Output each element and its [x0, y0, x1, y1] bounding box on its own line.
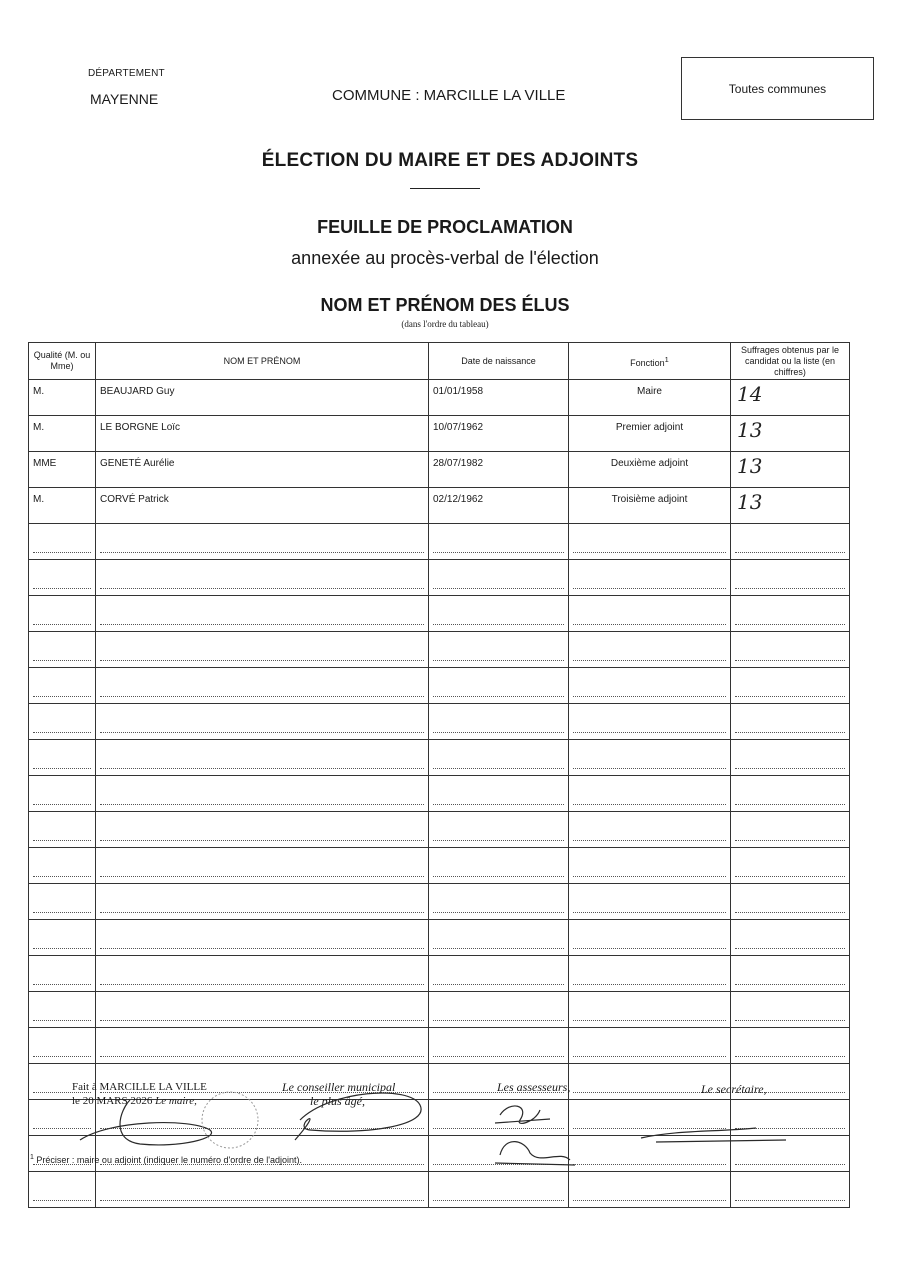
- empty-cell: [569, 812, 731, 848]
- empty-row: [29, 884, 850, 920]
- cell-fonction: Maire: [569, 380, 731, 416]
- assessors-label: Les assesseurs,: [497, 1080, 571, 1094]
- empty-cell: [731, 992, 850, 1028]
- empty-cell: [29, 560, 96, 596]
- department-label: DÉPARTEMENT: [88, 68, 165, 79]
- empty-cell: [29, 956, 96, 992]
- empty-cell: [29, 776, 96, 812]
- empty-cell: [731, 524, 850, 560]
- empty-cell: [429, 524, 569, 560]
- cell-qualite: M.: [29, 416, 96, 452]
- empty-row: [29, 668, 850, 704]
- empty-cell: [29, 668, 96, 704]
- councillor-label-line2: le plus âgé,: [310, 1094, 365, 1108]
- cell-date: 28/07/1982: [429, 452, 569, 488]
- empty-cell: [429, 1028, 569, 1064]
- empty-cell: [29, 704, 96, 740]
- cell-nom: BEAUJARD Guy: [96, 380, 429, 416]
- empty-cell: [731, 560, 850, 596]
- empty-cell: [429, 668, 569, 704]
- empty-row: [29, 740, 850, 776]
- empty-cell: [731, 1028, 850, 1064]
- empty-cell: [96, 740, 429, 776]
- cell-qualite: M.: [29, 488, 96, 524]
- empty-cell: [29, 884, 96, 920]
- handwritten-votes: 13: [737, 454, 763, 478]
- mayor-label: Le maire,: [155, 1095, 197, 1107]
- cell-suffrages: [731, 380, 850, 416]
- cell-qualite: M.: [29, 380, 96, 416]
- annex-subtitle: annexée au procès-verbal de l'élection: [291, 248, 599, 268]
- empty-cell: [731, 740, 850, 776]
- empty-cell: [731, 632, 850, 668]
- footnote-ref: 1: [664, 354, 669, 364]
- secretary-signature-stroke: [641, 1128, 786, 1142]
- cell-suffrages: [731, 452, 850, 488]
- empty-cell: [29, 848, 96, 884]
- empty-cell: [29, 632, 96, 668]
- empty-cell: [429, 992, 569, 1028]
- header-suffrages: Suffrages obtenus par le candidat ou la liste (en chiffres): [731, 343, 850, 380]
- empty-cell: [29, 812, 96, 848]
- empty-cell: [96, 596, 429, 632]
- empty-cell: [96, 1172, 429, 1208]
- mayor-councillor-signatures: [70, 1080, 450, 1160]
- empty-cell: [569, 776, 731, 812]
- empty-cell: [429, 1172, 569, 1208]
- empty-cell: [96, 1028, 429, 1064]
- empty-cell: [29, 1172, 96, 1208]
- sheet-title: FEUILLE DE PROCLAMATION: [317, 217, 573, 237]
- cell-fonction: Troisième adjoint: [569, 488, 731, 524]
- empty-cell: [569, 848, 731, 884]
- empty-cell: [429, 776, 569, 812]
- assessors-signatures: [490, 1095, 580, 1175]
- assessor-signature-2: [495, 1142, 575, 1165]
- empty-cell: [96, 704, 429, 740]
- secretary-label: Le secrétaire,: [701, 1082, 767, 1096]
- assessor-signature-1: [495, 1106, 550, 1123]
- elected-table: [28, 342, 850, 1208]
- empty-cell: [96, 812, 429, 848]
- empty-cell: [569, 1172, 731, 1208]
- elected-names-title: NOM ET PRÉNOM DES ÉLUS: [320, 295, 570, 315]
- empty-cell: [731, 956, 850, 992]
- empty-cell: [96, 848, 429, 884]
- empty-cell: [96, 560, 429, 596]
- empty-row: [29, 812, 850, 848]
- empty-cell: [96, 956, 429, 992]
- mayor-signature-stroke: [80, 1100, 212, 1145]
- empty-cell: [569, 992, 731, 1028]
- header-nom: NOM ET PRÉNOM: [96, 343, 429, 380]
- empty-row: [29, 704, 850, 740]
- empty-cell: [429, 812, 569, 848]
- empty-cell: [569, 740, 731, 776]
- empty-cell: [731, 776, 850, 812]
- empty-cell: [429, 884, 569, 920]
- handwritten-votes: 13: [737, 490, 763, 514]
- empty-cell: [569, 704, 731, 740]
- handwritten-votes: 14: [737, 382, 763, 406]
- empty-cell: [96, 524, 429, 560]
- footnote: [30, 1154, 302, 1165]
- cell-suffrages: [731, 488, 850, 524]
- cell-date: 02/12/1962: [429, 488, 569, 524]
- councillor-signature-stroke: [295, 1093, 421, 1140]
- empty-cell: [96, 884, 429, 920]
- table-row: [29, 380, 850, 416]
- cell-nom: GENETÉ Aurélie: [96, 452, 429, 488]
- empty-cell: [731, 596, 850, 632]
- empty-row: [29, 1172, 850, 1208]
- header-fonction: [569, 343, 731, 380]
- empty-cell: [29, 920, 96, 956]
- empty-cell: [29, 1028, 96, 1064]
- main-title: ÉLECTION DU MAIRE ET DES ADJOINTS: [261, 150, 639, 171]
- header-qualite: Qualité (M. ou Mme): [29, 343, 96, 380]
- cell-nom: CORVÉ Patrick: [96, 488, 429, 524]
- empty-cell: [96, 992, 429, 1028]
- empty-cell: [29, 524, 96, 560]
- empty-cell: [96, 920, 429, 956]
- empty-cell: [731, 812, 850, 848]
- signature-place: Fait à MARCILLE LA VILLE: [72, 1081, 207, 1093]
- empty-cell: [569, 632, 731, 668]
- table-row: [29, 452, 850, 488]
- councillor-label-line1: Le conseiller municipal: [282, 1080, 396, 1094]
- footnote-mark: 1: [30, 1154, 34, 1161]
- empty-row: [29, 632, 850, 668]
- header-fonction-label: Fonction: [630, 357, 665, 368]
- empty-cell: [96, 668, 429, 704]
- empty-cell: [29, 740, 96, 776]
- table-row: [29, 488, 850, 524]
- empty-cell: [569, 884, 731, 920]
- cell-nom: LE BORGNE Loïc: [96, 416, 429, 452]
- empty-cell: [731, 668, 850, 704]
- empty-cell: [429, 632, 569, 668]
- empty-cell: [731, 704, 850, 740]
- footnote-text: Préciser : maire ou adjoint (indiquer le numéro d'ordre de l'adjoint).: [36, 1155, 302, 1165]
- cell-fonction: Deuxième adjoint: [569, 452, 731, 488]
- empty-cell: [29, 596, 96, 632]
- empty-cell: [569, 668, 731, 704]
- signature-date: le 20 MARS 2026: [72, 1095, 153, 1107]
- department-value: MAYENNE: [90, 91, 159, 107]
- empty-cell: [429, 596, 569, 632]
- order-note: (dans l'ordre du tableau): [401, 319, 489, 329]
- empty-cell: [731, 848, 850, 884]
- empty-cell: [569, 524, 731, 560]
- communes-box: [681, 57, 874, 120]
- empty-cell: [96, 776, 429, 812]
- handwritten-votes: 13: [737, 418, 763, 442]
- empty-cell: [429, 740, 569, 776]
- empty-cell: [569, 956, 731, 992]
- empty-cell: [569, 596, 731, 632]
- table-row: [29, 416, 850, 452]
- empty-cell: [429, 704, 569, 740]
- cell-suffrages: [731, 416, 850, 452]
- empty-row: [29, 596, 850, 632]
- empty-cell: [429, 920, 569, 956]
- empty-row: [29, 920, 850, 956]
- empty-cell: [569, 1028, 731, 1064]
- communes-box-text: Toutes communes: [728, 82, 827, 96]
- empty-cell: [569, 920, 731, 956]
- secretary-signature: [636, 1120, 796, 1150]
- empty-cell: [429, 560, 569, 596]
- empty-row: [29, 956, 850, 992]
- cell-date: 01/01/1958: [429, 380, 569, 416]
- empty-row: [29, 1028, 850, 1064]
- table-header-row: [29, 343, 850, 380]
- empty-row: [29, 524, 850, 560]
- empty-row: [29, 560, 850, 596]
- stamp-seal: [202, 1092, 258, 1148]
- empty-cell: [569, 560, 731, 596]
- empty-cell: [731, 884, 850, 920]
- commune-name: COMMUNE : MARCILLE LA VILLE: [332, 87, 566, 104]
- empty-cell: [29, 992, 96, 1028]
- cell-qualite: MME: [29, 452, 96, 488]
- empty-cell: [731, 1172, 850, 1208]
- empty-row: [29, 776, 850, 812]
- empty-cell: [429, 956, 569, 992]
- empty-cell: [731, 920, 850, 956]
- header-date: Date de naissance: [429, 343, 569, 380]
- empty-cell: [429, 848, 569, 884]
- empty-row: [29, 992, 850, 1028]
- title-divider: [410, 188, 480, 189]
- cell-fonction: Premier adjoint: [569, 416, 731, 452]
- cell-date: 10/07/1962: [429, 416, 569, 452]
- empty-cell: [96, 632, 429, 668]
- empty-row: [29, 848, 850, 884]
